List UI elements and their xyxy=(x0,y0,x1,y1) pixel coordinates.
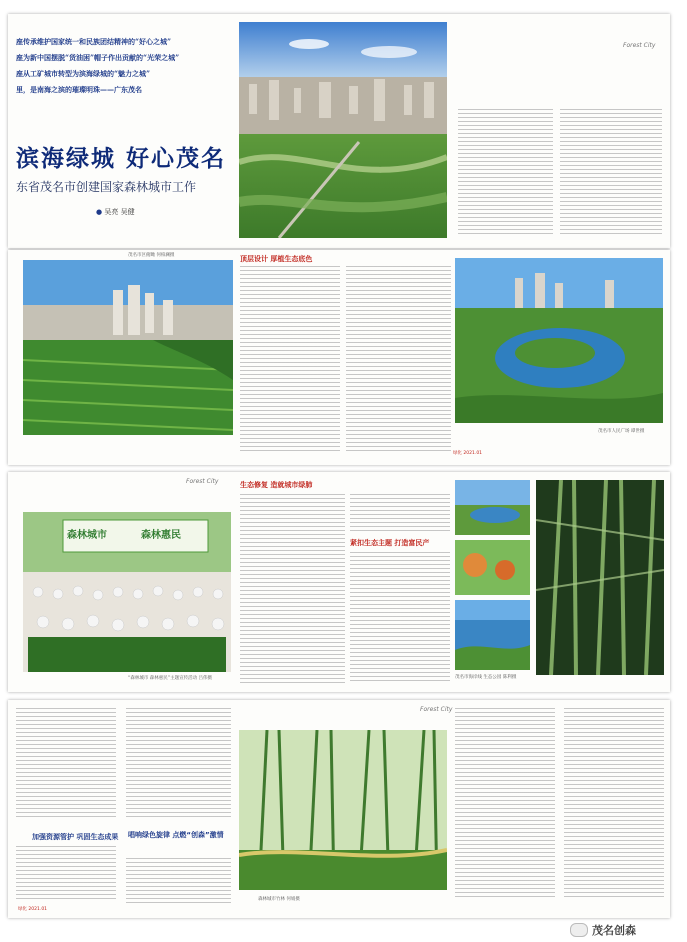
quote-line: 座从工矿城市转型为滨海绿城的“魅力之城” xyxy=(16,69,151,78)
intro-quotes xyxy=(16,34,246,98)
watermark xyxy=(570,922,636,938)
photo-caption: 茂名市区俯瞰 何柏澜摄 xyxy=(128,253,175,258)
magazine-spread-3 xyxy=(8,700,670,918)
text-column xyxy=(458,109,553,234)
text-column xyxy=(240,494,345,684)
running-head: Forest City xyxy=(623,42,656,49)
text-column xyxy=(560,109,662,234)
event-group-image xyxy=(23,512,231,672)
section-title: 唱响绿色旋律 点燃“创森”激情 xyxy=(128,831,224,839)
event-group-photo xyxy=(23,512,231,672)
text-column xyxy=(126,858,231,903)
author-dot-icon: ● xyxy=(96,208,103,216)
coast-image-1 xyxy=(455,480,530,535)
text-column xyxy=(346,266,451,451)
magazine-spread-1 xyxy=(8,14,670,248)
subheadline: 东省茂名市创建国家森林城市工作 xyxy=(16,180,197,194)
forest-field-photo xyxy=(23,260,233,435)
section-title: 生态修复 造就城市绿肺 xyxy=(240,481,313,489)
bamboo-photo-1 xyxy=(536,480,664,675)
city-aerial-photo xyxy=(239,22,447,238)
watermark-text: 茂名创森 xyxy=(592,924,636,937)
magazine-spread-2 xyxy=(8,472,670,692)
quote-line: 座为新中国摆脱“货油困”帽子作出贡献的“光荣之城” xyxy=(16,53,180,62)
photo-caption: “森林城市 森林惠民”主题宣传活动 吕伟摄 xyxy=(128,676,213,681)
magazine-spread-1-lower xyxy=(8,250,670,465)
text-column xyxy=(16,708,116,818)
text-column xyxy=(350,552,450,682)
running-head: Forest City xyxy=(186,478,219,485)
banner-text-2: 森林惠民 xyxy=(141,530,181,541)
text-column xyxy=(455,708,555,898)
quote-line: 里，是南海之滨的璀璨明珠——广东茂名 xyxy=(16,85,142,94)
page-number: 绿化 2021.01 xyxy=(18,907,48,912)
coast-photo-3 xyxy=(455,600,530,670)
text-column xyxy=(350,494,450,532)
photo-caption: 森林城市竹林 何娟摄 xyxy=(258,897,300,902)
lake-park-image xyxy=(455,258,663,423)
section-title: 加强资源管护 巩固生态成果 xyxy=(32,833,119,841)
wechat-icon xyxy=(570,923,588,937)
quote-line: 座传承维护国家统一和民族团结精神的“好心之城” xyxy=(16,37,172,46)
bamboo-grove-image xyxy=(239,730,447,890)
running-head: Forest City xyxy=(420,706,453,713)
text-column xyxy=(564,708,664,898)
coast-image-3 xyxy=(455,600,530,670)
authors xyxy=(96,207,135,217)
photo-caption: 茂名市人民广场 谭世摄 xyxy=(598,429,645,434)
coast-photo-2 xyxy=(455,540,530,595)
city-aerial-image xyxy=(239,22,447,238)
bamboo-image-1 xyxy=(536,480,664,675)
photo-caption: 茂名市海岸线 生态公园 陈利摄 xyxy=(455,675,517,680)
coast-image-2 xyxy=(455,540,530,595)
section-title: 紧扣生态主题 打造富民产 xyxy=(350,539,430,547)
banner-text-1: 森林城市 xyxy=(67,530,107,541)
text-column xyxy=(16,846,116,901)
section-title: 顶层设计 厚植生态底色 xyxy=(240,255,313,263)
page-number: 绿化 2021.01 xyxy=(453,451,483,456)
text-column xyxy=(240,266,340,451)
author-names: 吴亮 吴健 xyxy=(104,208,135,216)
forest-field-image xyxy=(23,260,233,435)
lake-park-photo xyxy=(455,258,663,423)
coast-photo-1 xyxy=(455,480,530,535)
headline: 滨海绿城 好心茂名 xyxy=(16,145,227,172)
text-column xyxy=(126,708,231,818)
bamboo-grove-photo xyxy=(239,730,447,890)
